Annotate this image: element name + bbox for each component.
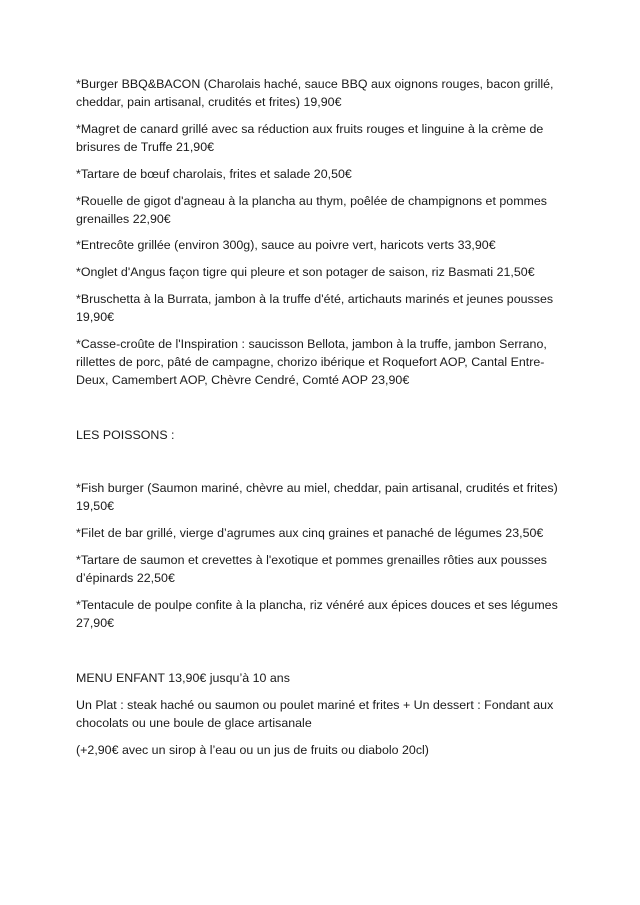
menu-item-tentacule-poulpe: *Tentacule de poulpe confite à la plancha, riz vénéré aux épices douces et ses légumes 27,90€ [76, 597, 558, 630]
section-heading-menu-enfant: MENU ENFANT 13,90€ jusqu’à 10 ans [76, 670, 290, 685]
menu-item-casse-croute: *Casse-croûte de l'Inspiration : saucisson Bellota, jambon à la truffe, jambon Serrano, rillettes de porc, pâté de campagne, chorizo ibérique et Roquefort AOP, Cantal Entre-Deux, Camembert AOP, Chèvre Cendré, Comté AOP 23,90€ [76, 336, 547, 388]
menu-item-filet-bar: *Filet de bar grillé, vierge d’agrumes aux cinq graines et panaché de légumes 23,50€ [76, 526, 544, 541]
menu-item-onglet-angus: *Onglet d'Angus façon tigre qui pleure et son potager de saison, riz Basmati 21,50€ [76, 265, 535, 280]
menu-item-magret-canard: *Magret de canard grillé avec sa réduction aux fruits rouges et linguine à la crème de brisures de Truffe 21,90€ [76, 121, 544, 154]
section-plats [76, 75, 568, 389]
menu-item-tartare-saumon: *Tartare de saumon et crevettes à l'exotique et pommes grenailles rôties aux pousses d’épinards 22,50€ [76, 552, 548, 585]
menu-item-fish-burger: *Fish burger (Saumon mariné, chèvre au miel, cheddar, pain artisanal, crudités et frites) 19,50€ [76, 481, 558, 514]
menu-item-burger-bbq-bacon: *Burger BBQ&BACON (Charolais haché, sauce BBQ aux oignons rouges, bacon grillé, cheddar, pain artisanal, crudités et frites) 19,90€ [76, 77, 554, 110]
menu-item-rouelle-agneau: *Rouelle de gigot d'agneau à la plancha au thym, poêlée de champignons et pommes grenailles 22,90€ [76, 193, 547, 226]
menu-item-entrecote: *Entrecôte grillée (environ 300g), sauce au poivre vert, haricots verts 33,90€ [76, 238, 496, 253]
menu-item-tartare-boeuf: *Tartare de bœuf charolais, frites et salade 20,50€ [76, 166, 352, 181]
menu-item-bruschetta: *Bruschetta à la Burrata, jambon à la truffe d'été, artichauts marinés et jeunes pousses 19,90€ [76, 291, 554, 325]
menu-enfant-supplement: (+2,90€ avec un sirop à l’eau ou un jus de fruits ou diabolo 20cl) [76, 742, 429, 757]
section-poissons [76, 426, 568, 632]
section-menu-enfant [76, 669, 568, 759]
menu-page [76, 75, 568, 767]
section-heading-poissons: LES POISSONS : [76, 428, 175, 443]
menu-enfant-description: Un Plat : steak haché ou saumon ou poulet mariné et frites + Un dessert : Fondant aux chocolats ou une boule de glace artisanale [76, 697, 554, 730]
